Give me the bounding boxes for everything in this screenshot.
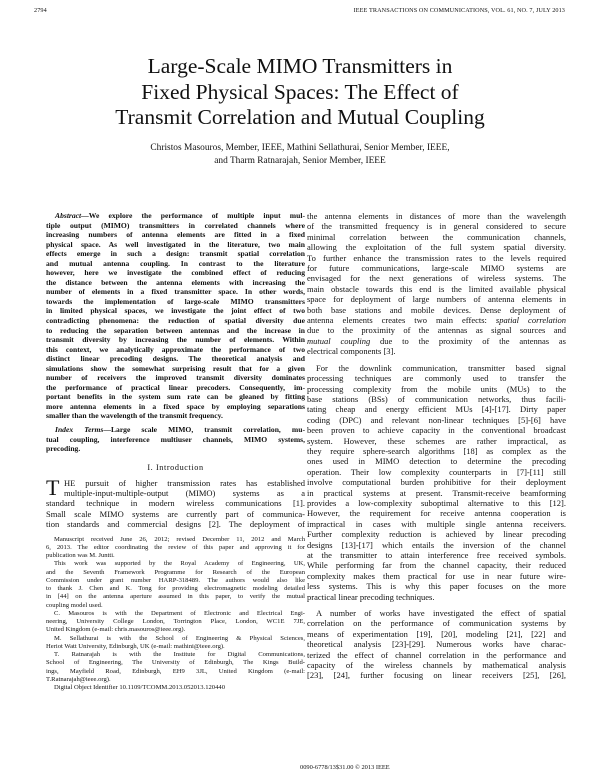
body-line: due to the proximity of the antennas as signal sources and: [307, 325, 566, 336]
footnotes: [46, 536, 305, 693]
body-line: [23], [24], further focusing on linear receivers [25], [26],: [307, 670, 566, 681]
abstract-line: effects emerge in such a design: transmit spatial correlation: [46, 249, 305, 259]
index-terms-line-label: Index Terms: [55, 425, 104, 435]
abstract-line: portant benefits in the system sum rate can be gleaned by fitting: [46, 392, 305, 402]
body-line: been proven to achieve capacity in the conventional broadcast: [307, 425, 566, 436]
body-line: mutual coupling due to the proximity of the antennas as: [307, 335, 566, 346]
abstract-line: tiple output (MIMO) transmitters in correlated channels where: [46, 220, 305, 230]
intro-line: tion standards and commercial designs [2]. The deployment of: [46, 519, 305, 530]
intro-line: standard technique in modern wireless communications [1].: [46, 498, 305, 509]
journal-header: IEEE TRANSACTIONS ON COMMUNICATIONS, VOL. 61, NO. 7, JULY 2013: [353, 7, 565, 14]
abstract-line: to reducing the separation between antennas and the increase in: [46, 325, 305, 335]
footnote-line: coupling model used.: [46, 601, 103, 609]
index-terms-line: Index Terms—Large scale MIMO, transmit correlation, mu-: [55, 425, 305, 435]
right-column: [307, 211, 566, 681]
title-line: Transmit Correlation and Mutual Coupling: [115, 105, 485, 129]
body-line: However, the requirement for receive antenna cooperation is: [307, 508, 566, 519]
body-line: the antenna elements in distances of more than the wavelength: [307, 211, 566, 221]
intro-line: HE pursuit of higher transmission rates has established: [64, 477, 305, 488]
body-line: operation. Their low complexity counterparts in [7]-[11] still: [307, 466, 566, 477]
footnote-line: Commission under grant number HARP-318489. The authors would also like: [46, 576, 305, 584]
body-paragraph: [307, 608, 566, 681]
abstract-line: and mutual antenna coupling. In contrast to the literature: [46, 258, 305, 268]
index-terms: [46, 425, 305, 454]
body-line: theoretical analysis [23]-[29]. Numerous works have charac-: [307, 639, 566, 650]
footnote-line: and the Seventh Framework Programme for Research of the European: [46, 568, 305, 576]
footnote-line: ings, Mayfield Road, Edinburgh, EH9 3JL, United Kingdom (e-mail:: [46, 667, 305, 675]
footnote-line: neering, University College London, Torrington Place, London, WC1E 7JE,: [46, 618, 305, 626]
abstract-line: distinct linear precoding designs. The theoretical analysis and: [46, 354, 305, 364]
footnote-line: M. Sellathurai is with the School of Engineering & Physical Sciences,: [54, 634, 305, 642]
section-heading: I. Introduction: [147, 462, 204, 472]
body-line: processing techniques are commonly used to transfer the: [307, 373, 566, 384]
footnote-line: This work was supported by the Royal Academy of Engineering, UK,: [54, 560, 305, 568]
abstract-line: more antenna elements in a fixed space by employing separations: [46, 401, 305, 411]
intro-line: Small scale MIMO systems are currently part of communica-: [46, 508, 305, 519]
abstract-line: increasing numbers of antenna elements are fitted in a fixed: [46, 230, 305, 240]
title-line: Large-Scale MIMO Transmitters in: [147, 54, 453, 78]
body-line: for future communications, large-scale MIMO systems are: [307, 263, 566, 274]
title-line: Fixed Physical Spaces: The Effect of: [141, 79, 459, 104]
body-line: main obstacle towards this end is the limited available physical: [307, 283, 566, 294]
body-line: designs [13]-[17] which entails the inversion of the channel: [307, 539, 566, 550]
abstract-line: in limited physical spaces, we investigate the joint effect of two: [46, 306, 305, 316]
abstract-line: Abstract—We explore the performance of multiple input mul-: [55, 211, 305, 220]
abstract-line: number of elements in a fixed transmitter space. In other words,: [46, 287, 305, 297]
copyright-footer: 0090-6778/13$31.00 © 2013 IEEE: [300, 764, 390, 771]
body-line: impractical in cases with multiple single antenna receivers.: [307, 518, 566, 529]
abstract-line: the distance between the antenna elements with increasing the: [46, 277, 305, 287]
footnote-line: to thank J. Chen and K. Tong for providing electromagnetic modeling detailed: [46, 585, 305, 593]
paper-title: [60, 54, 540, 131]
index-terms-line: precoding.: [46, 444, 81, 454]
intro-line: multiple-input-multiple-output (MIMO) systems as a: [64, 488, 305, 499]
left-column: [46, 211, 305, 692]
body-line: in practical systems at present. Transmit-receive beamforming: [307, 487, 566, 498]
footnote-line: publication was M. Juntti.: [46, 552, 115, 560]
abstract-line: number of receivers the improved transmit diversity dominates: [46, 373, 305, 383]
footnote-line: School of Engineering, The University of Edinburgh, The Kings Build-: [46, 659, 305, 667]
footnote-line: in [44] on the antenna aperture assumed in this paper, to verify the mutual: [46, 593, 305, 601]
body-line: of the transmitted frequency is in general considered to secure: [307, 221, 566, 232]
footnote-line: United Kingdom (e-mail: chris.masouros@ieee.org).: [46, 626, 186, 634]
abstract-line: towards the implementation of large-scale MIMO transmitters: [46, 296, 305, 306]
author-line: and Tharm Ratnarajah, Senior Member, IEEE: [214, 155, 386, 166]
body-line: both base stations and mobile devices. Dense deployment of: [307, 304, 566, 315]
footnote-line: Digital Object Identifier 10.1109/TCOMM.2013.052013.120440: [54, 684, 225, 692]
body-line: antenna elements creates two main effects: spatial correlation: [307, 315, 566, 326]
footnote-line: T.Ratnarajah@ieee.org).: [46, 675, 111, 683]
drop-cap: T: [46, 474, 60, 500]
body-line: For the downlink communication, transmitter based signal: [316, 362, 566, 373]
body-line: minimal correlation between the communication channels,: [307, 231, 566, 242]
abstract-line: smaller than the wavelength of the transmit frequency.: [46, 411, 223, 421]
body-line: coding (DPC) and relevant non-linear techniques [5]-[6] have: [307, 414, 566, 425]
footnote-line: Heriot Watt University, Edinburgh, UK (e-mail: mathini@ieee.org).: [46, 642, 225, 650]
body-line: correlation on the performance of communication systems by: [307, 618, 566, 629]
body-line: practical linear precoding techniques.: [307, 591, 435, 602]
abstract-line: the performance of practical linear precoders. Consequently, im-: [46, 382, 305, 392]
body-line: ones used in MIMO detection to determine the precoding: [307, 456, 566, 467]
abstract-line: transmit diversity by increasing the number of elements. Within: [46, 335, 305, 345]
body-line: terized the effect of channel correlation in the performance and: [307, 649, 566, 660]
body-line: involve computational burden prohibitive for their deployment: [307, 477, 566, 488]
body-line: provides a low-complexity suboptimal alternative to this [12].: [307, 497, 566, 508]
footnote-line: C. Masouros is with the Department of Electronic and Electrical Engi-: [54, 609, 305, 617]
body-line: they require sphere-search algorithms [18] as complex as the: [307, 445, 566, 456]
author-line: Christos Masouros, Member, IEEE, Mathini Sellathurai, Senior Member, IEEE,: [150, 143, 450, 153]
body-line: system. However, these schemes are rather impractical, as: [307, 435, 566, 446]
body-line: While performing far from the channel capacity, their reduced: [307, 560, 566, 571]
body-paragraph: [307, 211, 566, 357]
footnote-line: Manuscript received June 26, 2012; revised December 11, 2012 and March: [54, 535, 305, 543]
abstract-line: physical space. As well investigated in the literature, two main: [46, 239, 305, 249]
abstract: [46, 211, 305, 421]
body-paragraph: [307, 363, 566, 602]
body-line: Further complexity reduction is achieved by linear precoding: [307, 529, 566, 540]
abstract-line: simulations show the somewhat surprising result that for a given: [46, 363, 305, 373]
intro-paragraph: [46, 474, 305, 530]
footnote-line: 6, 2013. The editor coordinating the review of this paper and approving it for: [46, 543, 305, 551]
abstract-line: this context, we analytically approximate the performance of two: [46, 344, 305, 354]
body-line: electrical components [3].: [307, 346, 396, 357]
body-line: base stations (BSs) of communication networks, thus facili-: [307, 393, 566, 404]
index-terms-line: tual coupling, interference multiuser channels, MIMO systems,: [46, 434, 305, 444]
body-line: less systems. This is why this paper focuses on the more: [307, 581, 566, 592]
author-list: [60, 142, 540, 167]
body-line: processing complexity from the mobile units (MUs) to the: [307, 383, 566, 394]
abstract-line: however, here we investigate the combined effect of reducing: [46, 268, 305, 278]
abstract-line: contradicting phenomena: the reduction of spatial diversity due: [46, 316, 305, 326]
body-line: space for deployment of large numbers of antenna elements in: [307, 294, 566, 305]
body-line: capacity of the wireless channels by mathematical analysis: [307, 660, 566, 671]
footnote-line: T. Ratnarajah is with the Institute for Digital Communications,: [54, 651, 305, 659]
body-line: To further enhance the transmission rates to the levels required: [307, 252, 566, 263]
body-line: envisaged for the next generations of wireless systems. The: [307, 273, 566, 284]
body-line: means of experimentation [19], [20], modeling [21], [22] and: [307, 628, 566, 639]
body-line: tating cheap and energy efficient MUs [4]-[17]. Dirty paper: [307, 404, 566, 415]
page-number: 2794: [34, 7, 47, 14]
body-line: at the transmitter to attain interference free received symbols.: [307, 550, 566, 560]
body-line: allowing the exploitation of the full system spatial diversity.: [307, 242, 566, 253]
body-line: complexity makes them practical for use in near future wire-: [307, 570, 566, 581]
body-line: A number of works have investigated the effect of spatial: [316, 608, 566, 619]
abstract-line-label: Abstract: [55, 211, 82, 220]
